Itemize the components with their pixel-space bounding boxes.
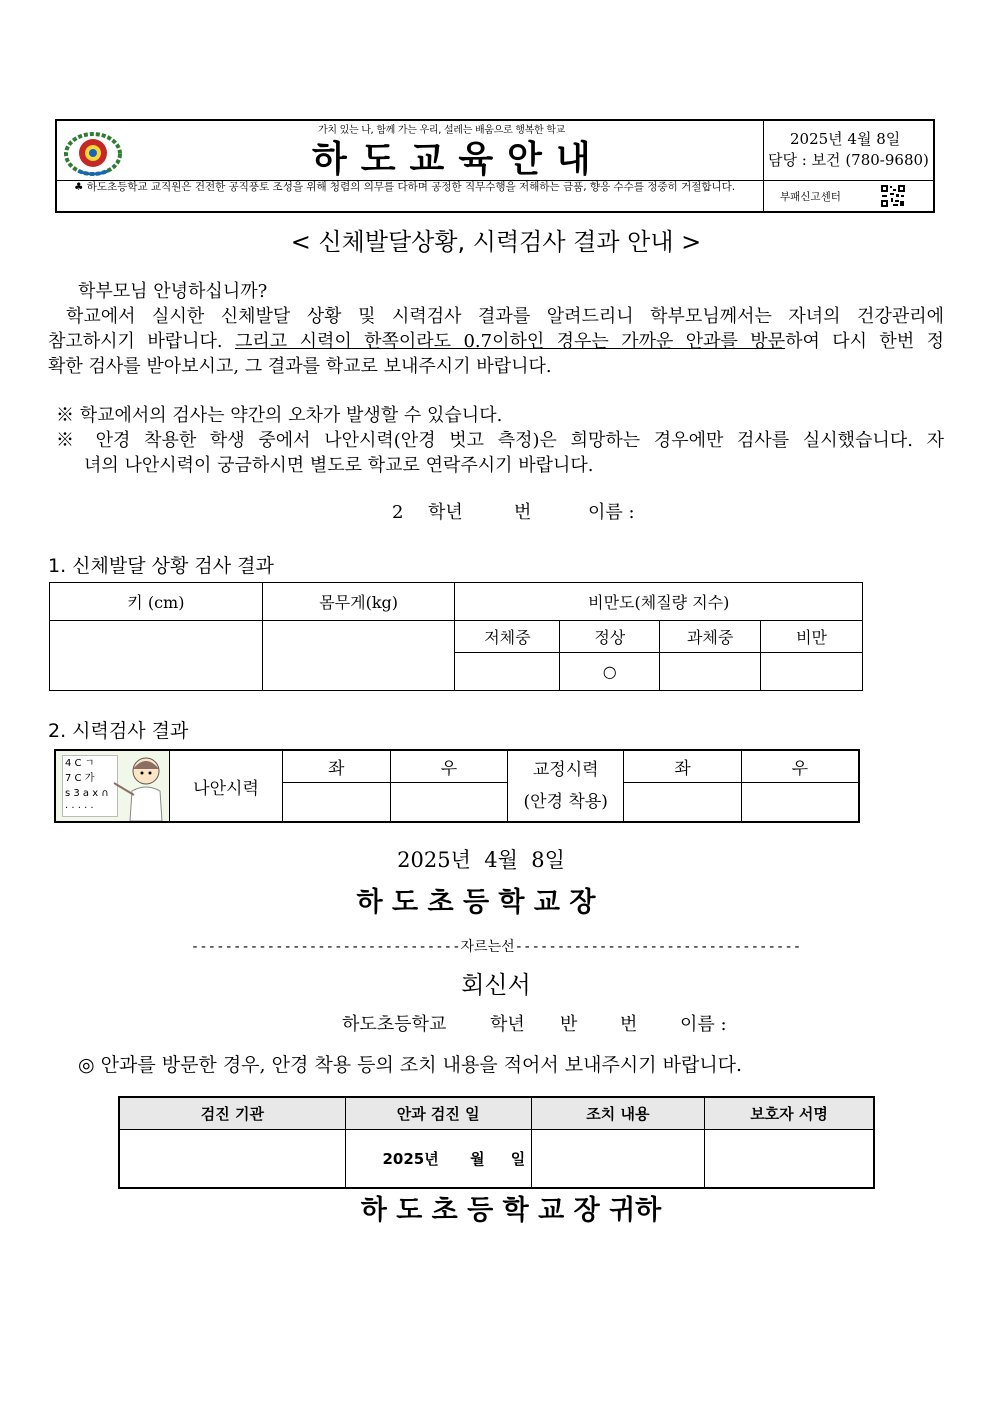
note-2-cont: 녀의 나안시력이 궁금하시면 별도로 학교로 연락주시기 바랍니다. [84, 455, 594, 476]
greeting: 학부모님 안녕하십니까? [78, 281, 268, 302]
action-taken-field[interactable] [531, 1129, 704, 1188]
obesity-header: 비만도(체질량 지수) [455, 583, 863, 621]
reply-name-label: 이름 : [680, 1014, 727, 1035]
note-2: ※ 안경 착용한 학생 중에서 나안시력(안경 벗고 측정)은 희망하는 경우에만 검사를 실시했습니다. 자 [56, 430, 944, 451]
body-development-table [49, 582, 863, 691]
corrected-right-value [741, 782, 859, 822]
name-label: 이름 : [588, 502, 635, 523]
exam-institution-field[interactable] [119, 1129, 345, 1188]
reply-title: 회신서 [461, 971, 531, 999]
document-title: < 신체발달상황, 시력검사 결과 안내 > [290, 228, 702, 256]
height-header: 키 (cm) [50, 583, 263, 621]
body-paragraph: 학교에서 실시한 신체발달 상황 및 시력검사 결과를 알려드리니 학부모님께서는 자녀의 건강관리에 참고하시기 바랍니다. 그리고 시력이 한쪽이라도 0.7이하인 경우는 가까운 안과를 방문하여 다시 한번 정 확한 검사를 받아보시고, 그 결과를 학교로 보내주시기 바랍니다. [48, 306, 944, 377]
school-slogan: 가치 있는 나, 함께 가는 우리, 설레는 배움으로 행복한 학교 [318, 125, 565, 136]
reply-grade-label: 학년 [490, 1014, 525, 1035]
exam-date-field[interactable]: 2025년 월 일 [345, 1129, 531, 1188]
club-icon: ♣ [74, 181, 84, 193]
qr-code-icon [880, 184, 906, 208]
mark-normal: ○ [560, 653, 660, 691]
grade-label: 학년 [428, 502, 463, 523]
naked-left-header: 좌 [282, 750, 390, 782]
reply-table [118, 1096, 875, 1189]
category-underweight: 저체중 [455, 621, 560, 653]
category-obese: 비만 [761, 621, 863, 653]
mark-overweight [660, 653, 761, 691]
emphasis-underline: 그리고 시력이 한쪽이라도 0.7이하인 경우는 가까운 안과를 방문 [235, 331, 786, 352]
mark-underweight [455, 653, 560, 691]
header-guardian-signature: 보호자 서명 [705, 1097, 874, 1129]
category-normal: 정상 [560, 621, 660, 653]
weight-value [262, 621, 455, 691]
header-exam-date: 안과 검진 일 [345, 1097, 531, 1129]
doctor-pointing-icon [112, 753, 168, 821]
corrected-vision-label: 교정시력 (안경 착용) [508, 750, 624, 822]
reply-school: 하도초등학교 [342, 1014, 447, 1035]
principal-signature: 하 도 초 등 학 교 장 [356, 887, 596, 918]
header-exam-institution: 검진 기관 [119, 1097, 345, 1129]
corrected-right-header: 우 [741, 750, 859, 782]
cut-line: --------------------------------자르는선---------------------------------- [190, 939, 802, 955]
eye-chart-illustration [55, 750, 170, 822]
header-action-taken: 조치 내용 [531, 1097, 704, 1129]
reply-number-label: 번 [620, 1014, 638, 1035]
corrected-left-value [624, 782, 742, 822]
reply-instruction: ◎ 안과를 방문한 경우, 안경 착용 등의 조치 내용을 적어서 보내주시기 바랍니다. [78, 1054, 743, 1076]
header-date: 2025년 4월 8일 [790, 130, 901, 148]
integrity-notice: ♣ 하도초등학교 교직원은 건전한 공직풍토 조성을 위해 청렴의 의무를 다하며 공정한 직무수행을 저해하는 금품, 향응 수수를 정중히 거절합니다. [74, 181, 736, 193]
category-overweight: 과체중 [660, 621, 761, 653]
vision-test-table [54, 749, 860, 823]
reply-addressee: 하 도 초 등 학 교 장 귀하 [360, 1195, 662, 1226]
document-header-title: 하도교육안내 [312, 139, 605, 180]
header-department: 담당 : 보건 (780-9680) [768, 151, 929, 169]
section2-title: 2. 시력검사 결과 [48, 720, 189, 742]
reply-class-label: 반 [560, 1014, 578, 1035]
eye-chart-icon: 4 C ㄱ 7 C 가 s 3 a x ∩ · · · · · [62, 755, 118, 817]
naked-vision-label: 나안시력 [170, 750, 283, 822]
student-grade: 2 [392, 502, 404, 523]
section1-title: 1. 신체발달 상황 검사 결과 [48, 555, 274, 577]
naked-right-header: 우 [390, 750, 508, 782]
school-emblem-icon [64, 131, 122, 177]
issue-date: 2025년 4월 8일 [397, 848, 565, 872]
guardian-signature-field[interactable] [705, 1129, 874, 1188]
naked-left-value [282, 782, 390, 822]
corrected-left-header: 좌 [624, 750, 742, 782]
note-1: ※ 학교에서의 검사는 약간의 오차가 발생할 수 있습니다. [56, 405, 503, 426]
height-value [50, 621, 263, 691]
report-center-label: 부패신고센터 [780, 191, 841, 203]
mark-obese [761, 653, 863, 691]
number-label: 번 [514, 502, 532, 523]
naked-right-value [390, 782, 508, 822]
weight-header: 몸무게(kg) [262, 583, 455, 621]
